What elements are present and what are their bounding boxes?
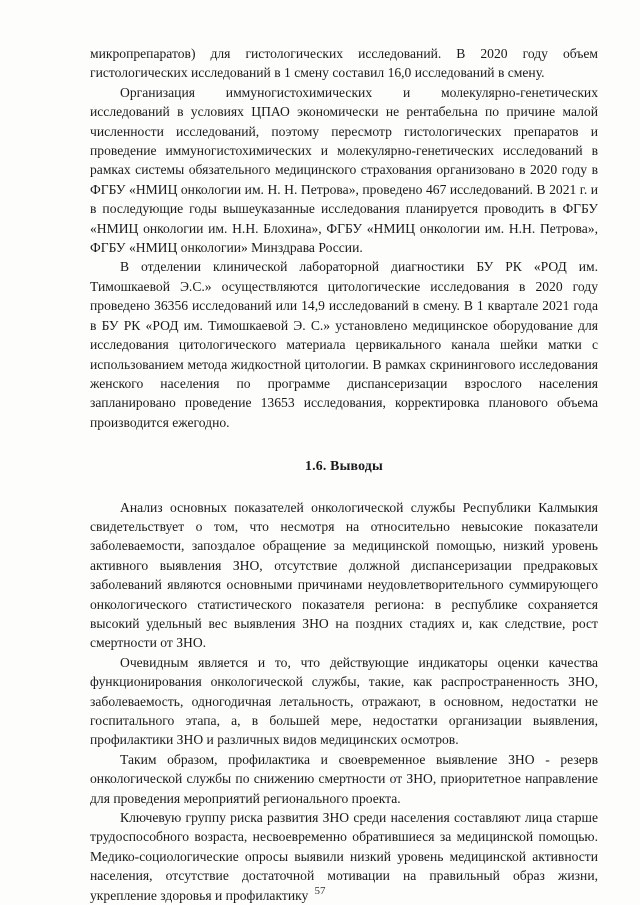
body-paragraph: микропрепаратов) для гистологических исследований. В 2020 году объем гистологических исследований в 1 смену составил 16,0 исследований в смену. <box>90 46 598 81</box>
body-paragraph: Анализ основных показателей онкологической службы Республики Калмыкия свидетельствует о том, что несмотря на относительно невысокие показатели заболеваемости, запоздалое обращение за медицинской помощью, низкий уровень активного выявления ЗНО, отсутствие должной диспансеризации предраковых заболеваний являются основными причинами неудовлетворительного суммирующего онкологического статистического показателя региона: в республике сохраняется высокий удельный вес выявления ЗНО на поздних стадиях и, как следствие, рост смертности от ЗНО. <box>90 499 598 651</box>
body-paragraph: Организация иммуногистохимических и молекулярно-генетических исследований в условиях ЦПАО экономически не рентабельна по причине малой численности исследований, поэтому пересмотр гистологических препаратов и проведение иммуногистохимических и молекулярно-генетических исследований в рамках системы обязательного медицинского страхования организовано в 2020 году в ФГБУ «НМИЦ онкологии им. Н. Н. Петрова», проведено 467 исследований. В 2021 г. и в последующие годы вышеуказанные исследования планируется проводить в ФГБУ «НМИЦ онкологии им. Н.Н. Блохина», ФГБУ «НМИЦ онкологии им. Н.Н. Петрова», ФГБУ «НМИЦ онкологии» Минздрава России. <box>90 84 598 256</box>
page-number: 57 <box>314 885 326 897</box>
body-paragraph: В отделении клинической лабораторной диагностики БУ РК «РОД им. Тимошкаевой Э.С.» осуществляются цитологические исследования в 2020 году проведено 36356 исследований или 14,9 исследований в смену. В 1 квартале 2021 года в БУ РК «РОД им. Тимошкаевой Э. С.» установлено медицинское оборудование для исследования цитологического материала цервикального канала шейки матки с использованием метода жидкостной цитологии. В рамках скринингового исследования женского населения по программе диспансеризации взрослого населения запланировано проведение 13653 исследования, корректировка планового объема производится ежегодно. <box>90 259 598 430</box>
body-paragraph: Очевидным является и то, что действующие индикаторы оценки качества функционирования онкологической службы, такие, как распространенность ЗНО, заболеваемость, одногодичная летальность, отражают, в основном, недостатки не госпитального этапа, а, в большей мере, недостатки организации выявления, профилактики ЗНО и различных видов медицинских осмотров. <box>90 654 598 748</box>
body-paragraph: Ключевую группу риска развития ЗНО среди населения составляют лица старше трудоспособного возраста, несвоевременно обратившиеся за медицинской помощью. Медико-социологические опросы выявили низкий уровень медицинской активности населения, отсутствие достаточной мотивации на правильный образ жизни, укрепление здоровья и профилактику <box>90 810 598 903</box>
section-heading: 1.6. Выводы <box>305 458 383 474</box>
body-paragraph: Таким образом, профилактика и своевременное выявление ЗНО - резерв онкологической службы по снижению смертности от ЗНО, приоритетное направление для проведения мероприятий регионального проекта. <box>90 751 598 806</box>
